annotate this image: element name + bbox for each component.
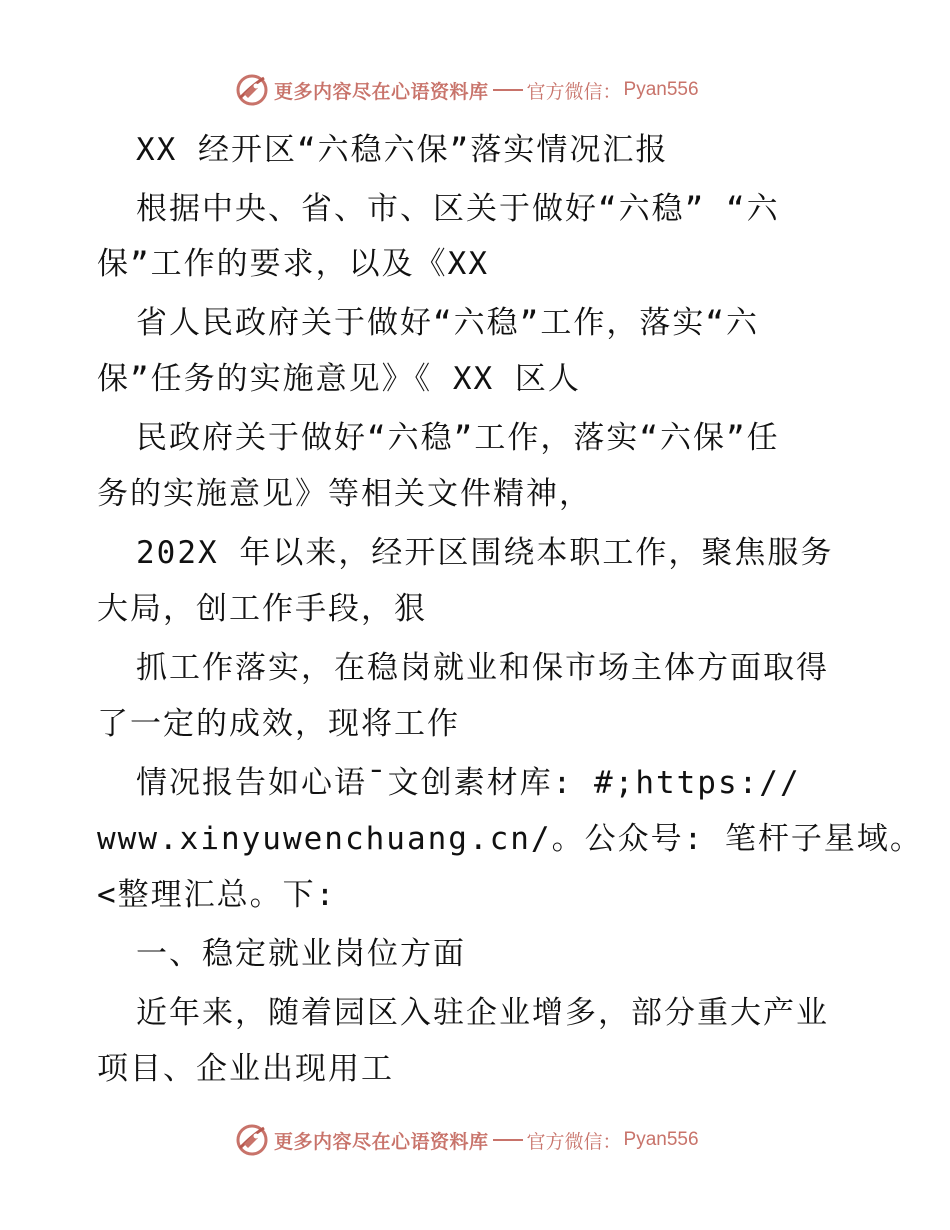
footer-watermark bbox=[234, 1122, 754, 1158]
text-line: www.xinyuwenchuang.cn/。公众号: 笔杆子星域。 bbox=[97, 821, 923, 857]
text-line: 民政府关于做好“六稳”工作，落实“六保”任 bbox=[136, 420, 780, 456]
header-watermark bbox=[234, 72, 754, 108]
text-line: 保”工作的要求，以及《XX bbox=[97, 246, 489, 282]
watermark-separator bbox=[493, 89, 523, 91]
section-heading: 一、稳定就业岗位方面 bbox=[136, 936, 466, 972]
text-line: 了一定的成效，现将工作 bbox=[97, 706, 460, 742]
text-line: 202X 年以来，经开区围绕本职工作，聚焦服务 bbox=[136, 535, 834, 571]
text-line: 情况报告如心语¯文创素材库: #;https:// bbox=[136, 765, 801, 801]
text-line: 务的实施意见》等相关文件精神， bbox=[97, 476, 592, 512]
text-line: 保”任务的实施意见》《 XX 区人 bbox=[97, 361, 581, 397]
pen-circle-logo-icon bbox=[234, 72, 270, 108]
watermark-id-text: Pyan556 bbox=[623, 79, 699, 100]
text-line: 近年来，随着园区入驻企业增多，部分重大产业 bbox=[136, 995, 829, 1031]
watermark-separator bbox=[493, 1139, 523, 1141]
text-line: <整理汇总。下: bbox=[97, 877, 337, 913]
text-line: 项目、企业出现用工 bbox=[97, 1051, 394, 1087]
watermark-id-text: Pyan556 bbox=[623, 1129, 699, 1150]
watermark-main-text: 更多内容尽在心语资料库 bbox=[274, 1130, 489, 1153]
document-title: XX 经开区“六稳六保”落实情况汇报 bbox=[136, 132, 669, 168]
watermark-sub-text: 官方微信： bbox=[526, 1130, 622, 1153]
watermark-sub-text: 官方微信： bbox=[526, 80, 622, 103]
text-line: 根据中央、省、市、区关于做好“六稳” “六 bbox=[136, 191, 780, 227]
text-line: 省人民政府关于做好“六稳”工作，落实“六 bbox=[136, 305, 759, 341]
watermark-main-text: 更多内容尽在心语资料库 bbox=[274, 80, 489, 103]
text-line: 抓工作落实，在稳岗就业和保市场主体方面取得 bbox=[136, 650, 829, 686]
text-line: 大局，创工作手段，狠 bbox=[97, 591, 427, 627]
pen-circle-logo-icon bbox=[234, 1122, 270, 1158]
